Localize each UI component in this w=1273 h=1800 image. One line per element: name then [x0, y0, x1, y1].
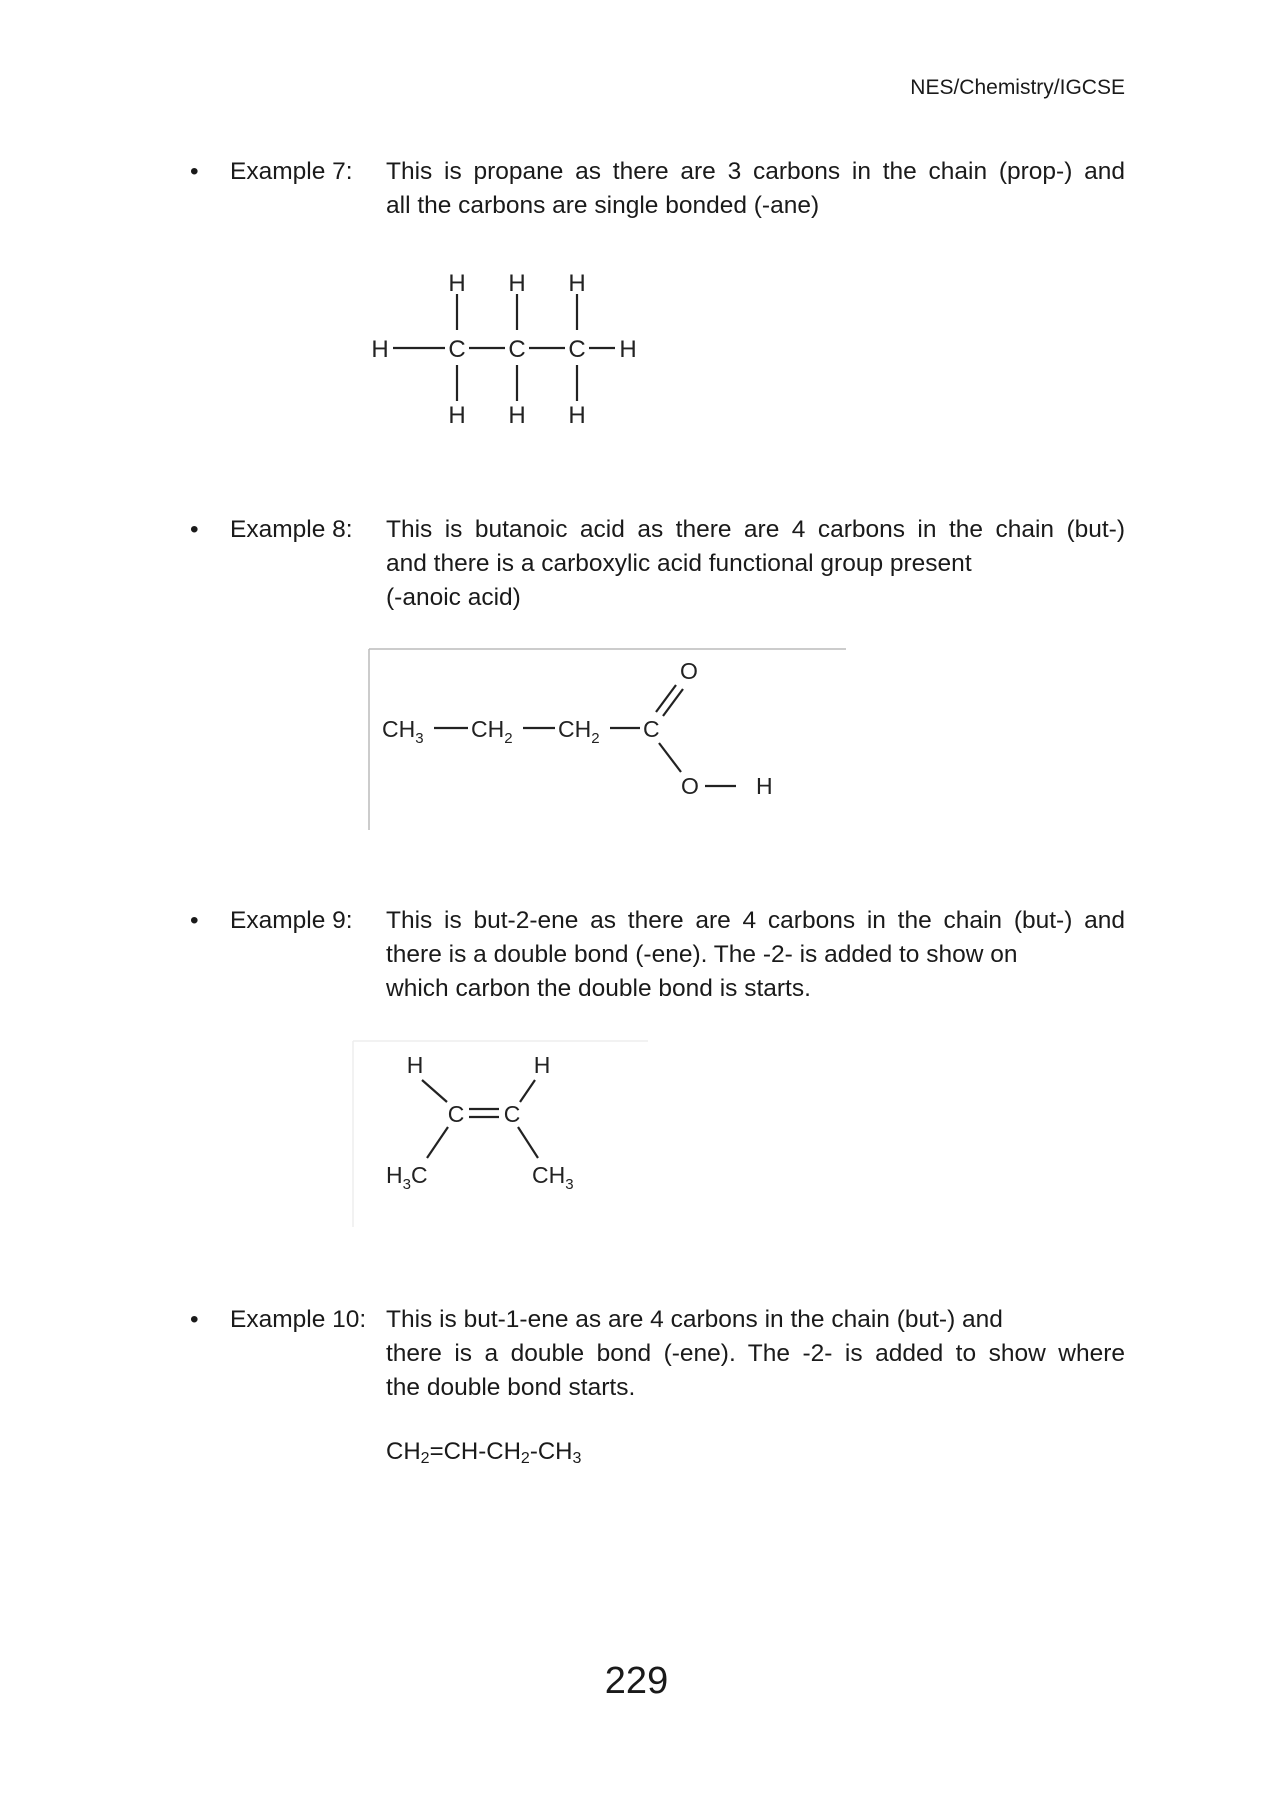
bullet-icon: •: [190, 158, 199, 185]
bond-line: [422, 1080, 447, 1102]
atom-labels: [386, 1052, 574, 1193]
example-label: Example 8:: [230, 516, 353, 543]
example-line: This is but-2-ene as there are 4 carbons in the chain (but-) and: [386, 907, 1125, 934]
bond-line: [427, 1127, 448, 1158]
group-ch3: $CH_3$: [382, 716, 424, 747]
group-ch2: $CH_2$: [558, 716, 600, 747]
but-2-ene-structure: [352, 1040, 652, 1235]
example-label: Example 10:: [230, 1306, 367, 1333]
propane-structure: [340, 258, 670, 448]
page-number: 229: [604, 1660, 669, 1702]
bond-line: [520, 1080, 535, 1102]
bond-line: [663, 689, 683, 716]
atom-h: H: [448, 270, 466, 297]
example-7: [190, 155, 1125, 223]
example-line: there is a double bond (-ene). The -2- is added to show on: [386, 941, 1018, 968]
example-10: [190, 1303, 1125, 1405]
atom-c: C: [447, 1101, 465, 1127]
but-1-ene-formula: [386, 1438, 581, 1468]
example-line: This is propane as there are 3 carbons in the chain (prop-) and: [386, 158, 1125, 185]
atom-h: H: [508, 402, 526, 429]
formula-part: =CH-CH: [429, 1438, 521, 1465]
example-label: Example 7:: [230, 158, 353, 185]
atom-o: O: [681, 773, 699, 799]
example-label: Example 9:: [230, 907, 353, 934]
example-line: and there is a carboxylic acid functional group present: [386, 550, 972, 577]
atom-c: C: [643, 716, 660, 742]
example-text: [386, 1303, 1125, 1405]
example-text: [386, 904, 1125, 1006]
bond-line: [656, 685, 676, 712]
example-text: [386, 155, 1125, 223]
bullet-icon: •: [190, 1306, 199, 1333]
atom-h: H: [508, 270, 526, 297]
butanoic-svg: [368, 648, 848, 833]
atom-c: C: [568, 336, 586, 363]
but2ene-svg: [352, 1040, 652, 1230]
formula-part: CH: [386, 1438, 421, 1465]
bullet-icon: •: [190, 516, 199, 543]
page-header: NES/Chemistry/IGCSE: [910, 76, 1125, 99]
atom-h: H: [406, 1052, 424, 1078]
atom-labels: [371, 270, 636, 429]
atom-o: O: [680, 658, 698, 684]
formula-subscript: 2: [520, 1450, 530, 1467]
bond-line: [659, 743, 681, 772]
atom-c: C: [508, 336, 526, 363]
butanoic-acid-structure: [368, 648, 848, 838]
formula-subscript: 2: [420, 1450, 430, 1467]
group-ch3: $CH_3$: [532, 1162, 574, 1193]
example-line: This is but-1-ene as are 4 carbons in the chain (but-) and: [386, 1306, 1003, 1333]
atom-h: H: [533, 1052, 551, 1078]
example-9: [190, 904, 1125, 1006]
atom-c: C: [448, 336, 466, 363]
example-line: This is butanoic acid as there are 4 carbons in the chain (but-): [386, 516, 1125, 543]
atom-h: H: [448, 402, 466, 429]
bullet-icon: •: [190, 907, 199, 934]
atom-h: H: [756, 773, 773, 799]
group-ch2: $CH_2$: [471, 716, 513, 747]
example-line: all the carbons are single bonded (-ane): [386, 192, 820, 219]
example-line: which carbon the double bond is starts.: [386, 975, 811, 1002]
example-line: there is a double bond (-ene). The -2- is added to show where: [386, 1340, 1125, 1367]
atom-h: H: [568, 270, 586, 297]
example-8: [190, 513, 1125, 615]
example-text: [386, 513, 1125, 615]
example-line: (-anoic acid): [386, 584, 521, 611]
atom-h: H: [619, 336, 637, 363]
atom-h: H: [568, 402, 586, 429]
propane-svg: [340, 258, 670, 443]
formula-part: -CH: [529, 1438, 573, 1465]
bond-lines: [422, 1080, 538, 1158]
formula-subscript: 3: [572, 1450, 582, 1467]
example-line: the double bond starts.: [386, 1374, 636, 1401]
atom-c: C: [503, 1101, 521, 1127]
bond-line: [518, 1127, 538, 1158]
group-h3c: $H_3C$: [386, 1162, 428, 1193]
atom-h: H: [371, 336, 389, 363]
